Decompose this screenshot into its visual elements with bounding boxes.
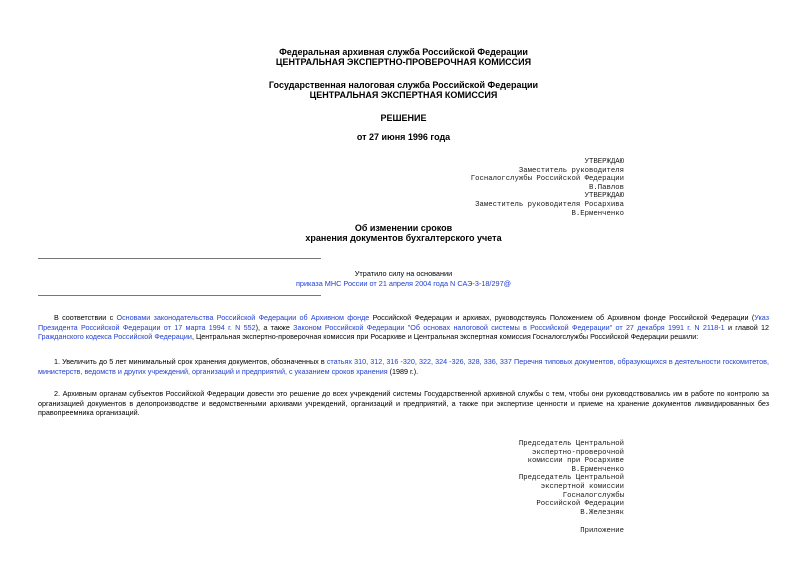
link-articles[interactable]: статьях 310, 312, 316 -320, 322, 324 -326, 328, 336, 337 [326,357,512,366]
doc-title-line1: Об изменении сроков [354,223,453,233]
link-tax-law[interactable]: Законом Российской Федерации "Об основах налоговой системы в Российской Федерации" от 27 декабря 1991 г. N 2118-1 [293,322,725,332]
paragraph-item-2: 2. Архивным органам субъектов Российской Федерации довести это решение до всех учреждений системы Государственной архивной службы с тем, чтобы они руководствовались им в работе по контролю за организацией документов в делопроизводстве и ведомственными архивами учреждений, организаций и предприятий, а также при экспертизе ценности и приеме на хранение документов ликвидированных без правопреемника организаций. [38,389,769,418]
paragraph-intro [38,313,769,342]
para1-text-5: , Центральная экспертно-проверочная комиссия при Росархиве и Центральная экспертная комиссия Госналогслужбы Российской Федерации решили: [191,332,699,342]
para1-text-1: В соответствии с [54,313,117,322]
lost-force-label: Утратило силу на основании [354,269,453,278]
doc-date: от 27 июня 1996 года [356,132,451,142]
doc-type: РЕШЕНИЕ [380,113,427,123]
lost-force-link[interactable]: приказа МНС России от 21 апреля 2004 года N САЭ-3-18/297@ [295,279,512,288]
appendix-label: Приложение [580,527,624,535]
paragraph-item-1 [38,357,769,376]
link-document-list[interactable]: Перечня типовых документов, образующихся в деятельности госкомитетов, министерств, ведомств и других учреждений, организаций и предприятий, с указанием сроков хранения [38,357,769,376]
para1-text-3: ), а также [255,322,294,332]
para1-text-2: Российской Федерации и архивах, руководствуясь Положением об Архивном фонде Российской Федерации ( [369,313,755,322]
lost-force-line [0,279,807,288]
para2-text-1: 1. Увеличить до 5 лет минимальный срок хранения документов, обозначенных в [54,357,327,366]
approval-block: УТВЕРЖДАЮ Заместитель руководителя Госналогслужбы Российской Федерации В.Павлов УТВЕРЖДАЮ Заместитель руководителя Росархива В.Ерменченко [470,158,624,218]
org1-name: Федеральная архивная служба Российской Федерации [279,47,528,57]
org2-name: Государственная налоговая служба Российской Федерации [268,80,539,90]
org1-commission: ЦЕНТРАЛЬНАЯ ЭКСПЕРТНО-ПРОВЕРОЧНАЯ КОМИССИЯ [275,57,532,67]
divider-bottom [38,295,321,296]
link-presidential-decree[interactable]: Указ Президента Российской Федерации от 17 марта 1994 г. N 552 [38,313,769,332]
link-civil-code[interactable]: Гражданского кодекса Российской Федерации [38,332,192,342]
signature-block: Председатель Центральной экспертно-проверочной комиссии при Росархиве В.Ерменченко Председатель Центральной экспертной комиссии Госналогслужбы Российской Федерации В.Железняк [518,440,624,517]
divider-top [38,258,321,259]
para1-text-4: и главой 12 [724,322,770,332]
org2-commission: ЦЕНТРАЛЬНАЯ ЭКСПЕРТНАЯ КОМИССИЯ [309,90,498,100]
link-archive-law[interactable]: Основами законодательства Российской Федерации об Архивном фонде [116,313,370,322]
doc-title-line2: хранения документов бухгалтерского учета [305,233,502,243]
para2-text-3: (1989 г.). [387,366,419,376]
